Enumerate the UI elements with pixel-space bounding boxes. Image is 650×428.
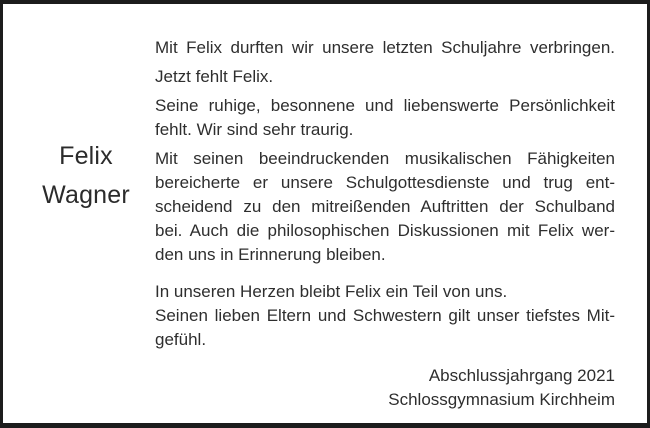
deceased-first-name: Felix (59, 142, 113, 170)
signature-class-year: Abschlussjahrgang 2021 (428, 366, 615, 385)
paragraph-intro (155, 36, 615, 60)
body-line: Mit seinen beeindruckenden musikalischen Fähigkeiten (155, 149, 615, 168)
signature-block (155, 364, 615, 412)
body-line: gefühl. (155, 330, 207, 349)
body-line: Seinen lieben Eltern und Schwestern gilt unser tiefstes Mit- (155, 306, 615, 325)
body-line: fehlt. Wir sind sehr traurig. (155, 120, 354, 139)
paragraph-personality (155, 94, 615, 142)
paragraph-condolence (155, 304, 615, 352)
paragraph-hearts (155, 280, 615, 304)
body-line: den uns in Erinnerung bleiben. (155, 245, 386, 264)
body-line: Mit Felix durften wir unsere letzten Schuljahre verbringen. (155, 38, 615, 57)
deceased-last-name: Wagner (42, 181, 130, 209)
body-line: Seine ruhige, besonnene und liebenswerte Persönlichkeit (155, 96, 615, 115)
body-line: scheidend zu den mitreißenden Auftritten der Schulband (155, 197, 615, 216)
paragraph-missing (155, 65, 615, 89)
body-line: bereicherte er unsere Schulgottesdienste und trug ent- (155, 173, 615, 192)
paragraph-music (155, 147, 615, 267)
notice-body (155, 36, 615, 412)
body-line: Jetzt fehlt Felix. (155, 67, 274, 86)
signature-school: Schlossgymnasium Kirchheim (388, 390, 615, 409)
deceased-name (11, 137, 161, 215)
body-line: In unseren Herzen bleibt Felix ein Teil von uns. (155, 282, 508, 301)
body-line: bei. Auch die philosophischen Diskussionen mit Felix wer- (155, 221, 615, 240)
